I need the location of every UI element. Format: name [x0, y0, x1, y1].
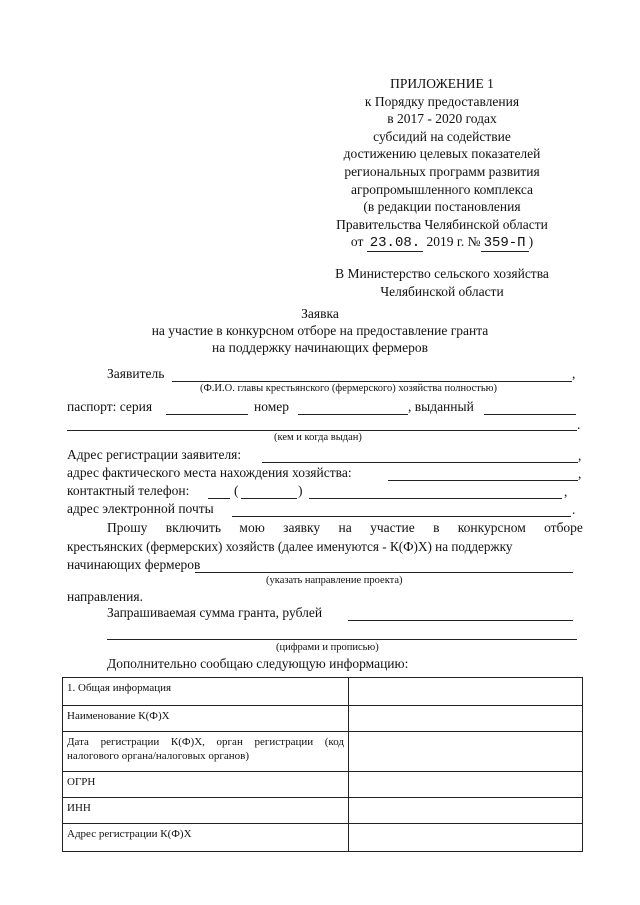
actual-address-field[interactable]: [388, 480, 578, 481]
table-row: [63, 798, 583, 824]
applicant-label: Заявитель: [107, 366, 165, 381]
registration-address-label: Адрес регистрации заявителя:: [67, 447, 242, 462]
table-row: [63, 706, 583, 732]
annex-line: агропромышленного комплекса: [351, 181, 533, 197]
annex-line: региональных программ развития: [344, 163, 540, 179]
table-cell-label: ОГРН: [63, 772, 349, 798]
annex-date-value: 23.08.: [367, 235, 423, 252]
request-word: включить: [165, 520, 222, 535]
table-cell-label: Адрес регистрации К(Ф)Х: [63, 824, 349, 852]
period: .: [577, 417, 581, 432]
request-word: участие: [370, 520, 415, 535]
paren-open: (: [234, 483, 239, 498]
grant-amount-field[interactable]: [348, 620, 573, 621]
table-cell-label: 1. Общая информация: [63, 678, 349, 706]
request-word: конкурсном: [457, 520, 526, 535]
addressee-line: Челябинской области: [380, 284, 504, 299]
request-line-3: начинающих фермеров: [67, 557, 201, 572]
annex-line: Правительства Челябинской области: [336, 216, 548, 232]
table-cell-label: Наименование К(Ф)Х: [63, 706, 349, 732]
grant-amount-words-field[interactable]: [107, 639, 577, 640]
phone-country-field[interactable]: [208, 498, 230, 499]
table-cell-value[interactable]: [349, 824, 583, 852]
table-row: [63, 732, 583, 772]
annex-header: [300, 75, 584, 253]
table-cell-label: ИНН: [63, 798, 349, 824]
applicant-name-field[interactable]: [172, 381, 572, 382]
annex-line: субсидий на содействие: [373, 128, 511, 144]
table-row: [63, 678, 583, 706]
annex-title: ПРИЛОЖЕНИЕ 1: [390, 76, 494, 91]
annex-number-value: 359-П: [481, 235, 529, 252]
grant-amount-label: Запрашиваемая сумма гранта, рублей: [107, 605, 323, 620]
annex-number-suffix: ): [528, 234, 534, 250]
request-word: заявку: [283, 520, 321, 535]
paren-close: ): [298, 483, 303, 498]
registration-address-field[interactable]: [262, 462, 578, 463]
table-cell-value[interactable]: [349, 706, 583, 732]
title-line: на поддержку начинающих фермеров: [212, 340, 428, 355]
document-title: [60, 305, 580, 356]
annex-date-year: 2019 г. №: [426, 234, 481, 250]
issued-caption: (кем и когда выдан): [274, 432, 362, 443]
info-table: [62, 677, 583, 852]
annex-date-prefix: от: [350, 234, 364, 250]
title-word: Заявка: [301, 306, 339, 321]
table-cell-value[interactable]: [349, 772, 583, 798]
amount-caption: (цифрами и прописью): [276, 642, 379, 653]
table-cell-value[interactable]: [349, 678, 583, 706]
direction-word: направления.: [67, 589, 143, 604]
comma: ,: [578, 448, 582, 463]
request-word: на: [338, 520, 352, 535]
additional-info-label: Дополнительно сообщаю следующую информацию:: [107, 656, 409, 671]
request-word: в: [433, 520, 440, 535]
request-word: Прошу: [107, 520, 148, 535]
title-line: на участие в конкурсном отборе на предоставление гранта: [151, 323, 489, 338]
comma: ,: [578, 466, 582, 481]
passport-issued-field-line2[interactable]: [67, 430, 577, 431]
request-line-1: [107, 520, 583, 536]
annex-line: к Порядку предоставления: [364, 93, 520, 109]
annex-line: достижению целевых показателей: [343, 146, 541, 162]
period: .: [572, 502, 576, 517]
passport-issued-label: , выданный: [408, 399, 474, 414]
request-word: мою: [239, 520, 265, 535]
addressee-line: В Министерство сельского хозяйства: [335, 266, 549, 281]
email-label: адрес электронной почты: [67, 501, 214, 516]
direction-caption: (указать направление проекта): [266, 575, 403, 586]
phone-code-field[interactable]: [241, 498, 297, 499]
passport-number-label: номер: [254, 399, 290, 414]
applicant-caption: (Ф.И.О. главы крестьянского (фермерского) хозяйства полностью): [200, 383, 497, 394]
comma: ,: [564, 484, 568, 499]
request-word: отборе: [544, 520, 583, 535]
addressee: [300, 265, 584, 301]
phone-number-field[interactable]: [309, 498, 562, 499]
passport-issued-field[interactable]: [484, 414, 576, 415]
project-direction-field[interactable]: [195, 572, 573, 573]
passport-series-label: паспорт: серия: [67, 399, 153, 414]
table-cell-label: Дата регистрации К(Ф)Х, орган регистрации (код налогового органа/налоговых органов): [63, 732, 349, 772]
email-field[interactable]: [232, 516, 571, 517]
table-row: [63, 824, 583, 852]
table-cell-value[interactable]: [349, 732, 583, 772]
annex-line: в 2017 - 2020 годах: [387, 111, 497, 127]
annex-date-line: [300, 233, 584, 253]
request-line-2: крестьянских (фермерских) хозяйств (далее именуются - К(Ф)Х) на поддержку: [67, 539, 513, 554]
actual-address-label: адрес фактического места нахождения хозяйства:: [67, 465, 352, 480]
annex-line: (в редакции постановления: [363, 199, 521, 215]
table-cell-value[interactable]: [349, 798, 583, 824]
comma: ,: [572, 366, 576, 381]
passport-series-field[interactable]: [166, 414, 248, 415]
table-row: [63, 772, 583, 798]
passport-number-field[interactable]: [298, 414, 408, 415]
phone-label: контактный телефон:: [67, 483, 190, 498]
